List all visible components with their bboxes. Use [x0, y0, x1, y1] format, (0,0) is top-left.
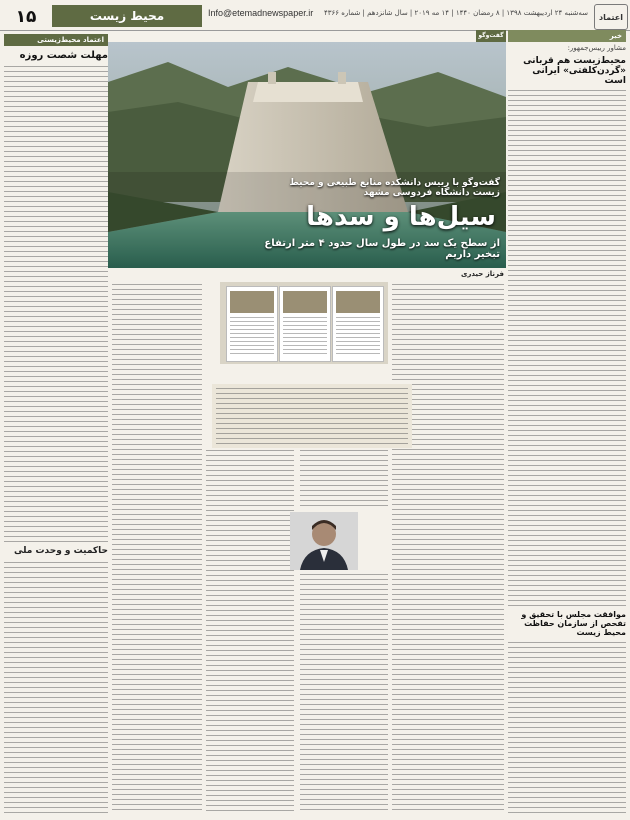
feature-headline: سیل‌ها و سدها [306, 202, 496, 232]
feature-body-col-2a [300, 450, 388, 510]
feature-subhead: از سطح یک سد در طول سال حدود ۴ متر ارتفاع تبخیر داریم [264, 238, 500, 260]
section-label: محیط زیست [52, 5, 202, 27]
left-column-title: مهلت شصت روزه [19, 50, 108, 61]
thumbnail [279, 286, 331, 362]
caption-lines [216, 388, 408, 444]
right-column-body [508, 90, 626, 606]
left-column-subtitle: حاکمیت و وحدت ملی [13, 546, 108, 556]
page-thumbnails [220, 282, 388, 364]
byline: فرناز حیدری [460, 270, 504, 278]
left-column-body [4, 66, 108, 542]
feature-band: گفت‌وگو [476, 30, 506, 42]
page-number: ۱۵ [15, 7, 37, 27]
right-column-tab: خبر [508, 30, 626, 42]
right-column-subtitle: موافقت مجلس با تحقیق و تفحص از سازمان حفاظت محیط زیست [521, 610, 626, 637]
feature-body-col-2b [300, 574, 388, 814]
issue-info: سه‌شنبه ۲۴ اردیبهشت ۱۳۹۸ | ۸ رمضان ۱۴۴۰ | ۱۴ مه ۲۰۱۹ | سال شانزدهم | شماره ۴۳۶۶ [323, 9, 588, 17]
right-column-kicker: مشاور رییس‌جمهور: [567, 44, 626, 52]
contact-email[interactable]: Info@etemadnewspaper.ir [208, 8, 314, 18]
left-column-body-2 [4, 562, 108, 814]
photo-caption [212, 384, 412, 448]
right-column-title: محیط‌زیست هم قربانی «گردن‌کلفتی» ایرانی است [523, 56, 626, 86]
right-column-body-2 [508, 642, 626, 814]
interviewee-portrait [290, 512, 358, 570]
feature-body-col-3 [206, 450, 294, 814]
feature-body-col-4 [112, 284, 202, 814]
left-column-band: اعتماد محیط‌زیستی [4, 34, 108, 46]
thumbnail [332, 286, 384, 362]
feature-kicker: گفت‌وگو با رییس دانشکده منابع طبیعی و محیط زیست دانشگاه فردوسی مشهد [289, 178, 500, 198]
dam-photo [108, 42, 506, 268]
thumbnail [226, 286, 278, 362]
newspaper-logo: اعتماد [594, 4, 628, 30]
feature-body-col-1 [392, 284, 504, 814]
